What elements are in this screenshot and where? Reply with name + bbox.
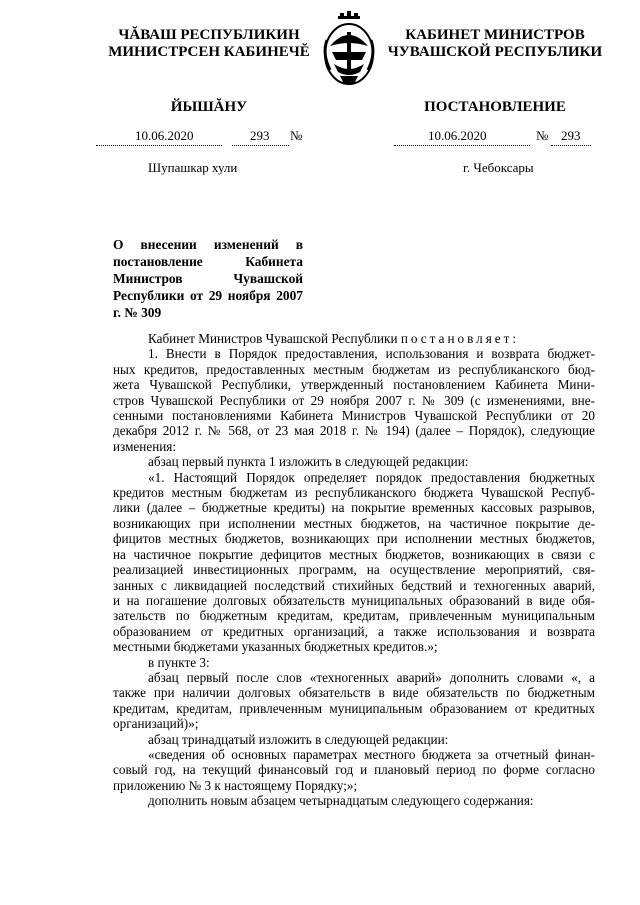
- body-line: изменения:: [113, 438, 177, 454]
- body-line: дополнить новым абзацем четырнадцатым следующего содержания:: [148, 793, 534, 809]
- body-line: возникающих при исполнении местных бюджетов, на частичное покрытие де-: [113, 515, 595, 531]
- body-lines: [113, 346, 595, 808]
- body-line: 1. Внести в Порядок предоставления, использования и возврата бюджет-: [148, 346, 595, 362]
- body-line: кредитам, кредитам, привлеченным муниципальным образованием от кредитных: [113, 700, 595, 716]
- body-line: абзац первый пункта 1 изложить в следующей редакции:: [148, 454, 469, 470]
- number-left: 293: [250, 128, 270, 143]
- place-right: г. Чебоксары: [463, 160, 534, 175]
- body-line: ных кредитов, предоставленных местным бюджетам из республиканского бюд-: [113, 361, 595, 377]
- header-left-line2: МИНИСТРСЕН КАБИНЕЧĔ: [108, 44, 310, 60]
- header-right-line2: ЧУВАШСКОЙ РЕСПУБЛИКИ: [387, 44, 603, 60]
- body-line: фицитов местных бюджетов, возникающих при исполнении местных бюджетов,: [113, 531, 595, 547]
- date-right: 10.06.2020: [428, 128, 487, 143]
- document-body: [113, 331, 595, 809]
- body-line: абзац тринадцатый изложить в следующей редакции:: [148, 731, 449, 747]
- date-left: 10.06.2020: [135, 128, 194, 143]
- body-line: на частичное покрытие дефицитов местных бюджетов, возникающих в связи с: [113, 546, 595, 562]
- body-line: местными бюджетами указанных бюджетных кредитов.»;: [113, 639, 438, 655]
- place-left: Шупашкар хули: [148, 160, 238, 175]
- number-sign-right: №: [536, 128, 549, 143]
- body-line: совый год, на текущий финансовый год и плановый период по форме согласно: [113, 762, 595, 778]
- body-line: в пункте 3:: [148, 654, 210, 670]
- body-line: абзац первый после слов «техногенных аварий» дополнить словами «, а: [148, 669, 595, 685]
- body-line: жета Чувашской Республики, утвержденный постановлением Кабинета Мини-: [113, 377, 595, 393]
- body-line: также при наличии долговых обязательств в виде обязательств по бюджетным: [113, 685, 595, 701]
- number-right-underline: [551, 145, 591, 146]
- header-right-line1: КАБИНЕТ МИНИСТРОВ: [405, 27, 585, 43]
- body-line: зательств по бюджетным кредитам, кредитам, привлеченным муниципальным: [113, 608, 595, 624]
- body-line: стров Чувашской Республики от 29 ноября 2007 г. № 309 (с изменениями, вне-: [113, 392, 595, 408]
- header-left-doc-type: ЙЫШĂНУ: [170, 99, 248, 115]
- preamble: [113, 331, 595, 346]
- number-left-underline: [232, 145, 289, 146]
- body-line: и на погашение долговых обязательств муниципальных образований в виде обя-: [113, 592, 595, 608]
- number-right: 293: [561, 128, 581, 143]
- body-line: кредитов местным бюджетам из республиканского бюджета Чувашской Респуб-: [113, 485, 595, 501]
- date-left-underline: [96, 145, 222, 146]
- header-left-line1: ЧĂВАШ РЕСПУБЛИКИН: [118, 27, 300, 43]
- body-line: реализацией инвестиционных программ, на осуществление мероприятий, свя-: [113, 562, 595, 578]
- body-line: «1. Настоящий Порядок определяет порядок предоставления бюджетных: [148, 469, 595, 485]
- body-line: сенными постановлениями Кабинета Министров Чувашской Республики от 20: [113, 408, 595, 424]
- body-line: приложению № 3 к настоящему Порядку;»;: [113, 777, 358, 793]
- body-line: занных с ликвидацией последствий стихийных бедствий и техногенных аварий,: [113, 577, 595, 593]
- body-line: декабря 2012 г. № 568, от 23 мая 2018 г. № 194) (далее – Порядок), следующие: [113, 423, 595, 439]
- document-title: О внесении изменений в постановление Кабинета Министров Чувашской Республики от 29 ноября 2007 г. № 309: [113, 237, 303, 320]
- body-line: «сведения об основных параметрах местного бюджета за отчетный финан-: [148, 746, 595, 762]
- header-right-doc-type: ПОСТАНОВЛЕНИЕ: [424, 99, 566, 115]
- body-line: лики (далее – бюджетные кредиты) на покрытие временных кассовых разрывов,: [113, 500, 595, 516]
- preamble-spaced: постановляет:: [400, 331, 520, 346]
- body-line: образованием от кредитных организаций, а также использования и возврата: [113, 623, 595, 639]
- preamble-text: Кабинет Министров Чувашской Республики: [148, 331, 401, 346]
- chuvash-coat-of-arms-icon: [318, 10, 380, 88]
- date-right-underline: [394, 145, 530, 146]
- number-sign-left: №: [290, 128, 303, 143]
- body-line: организаций)»;: [113, 716, 199, 732]
